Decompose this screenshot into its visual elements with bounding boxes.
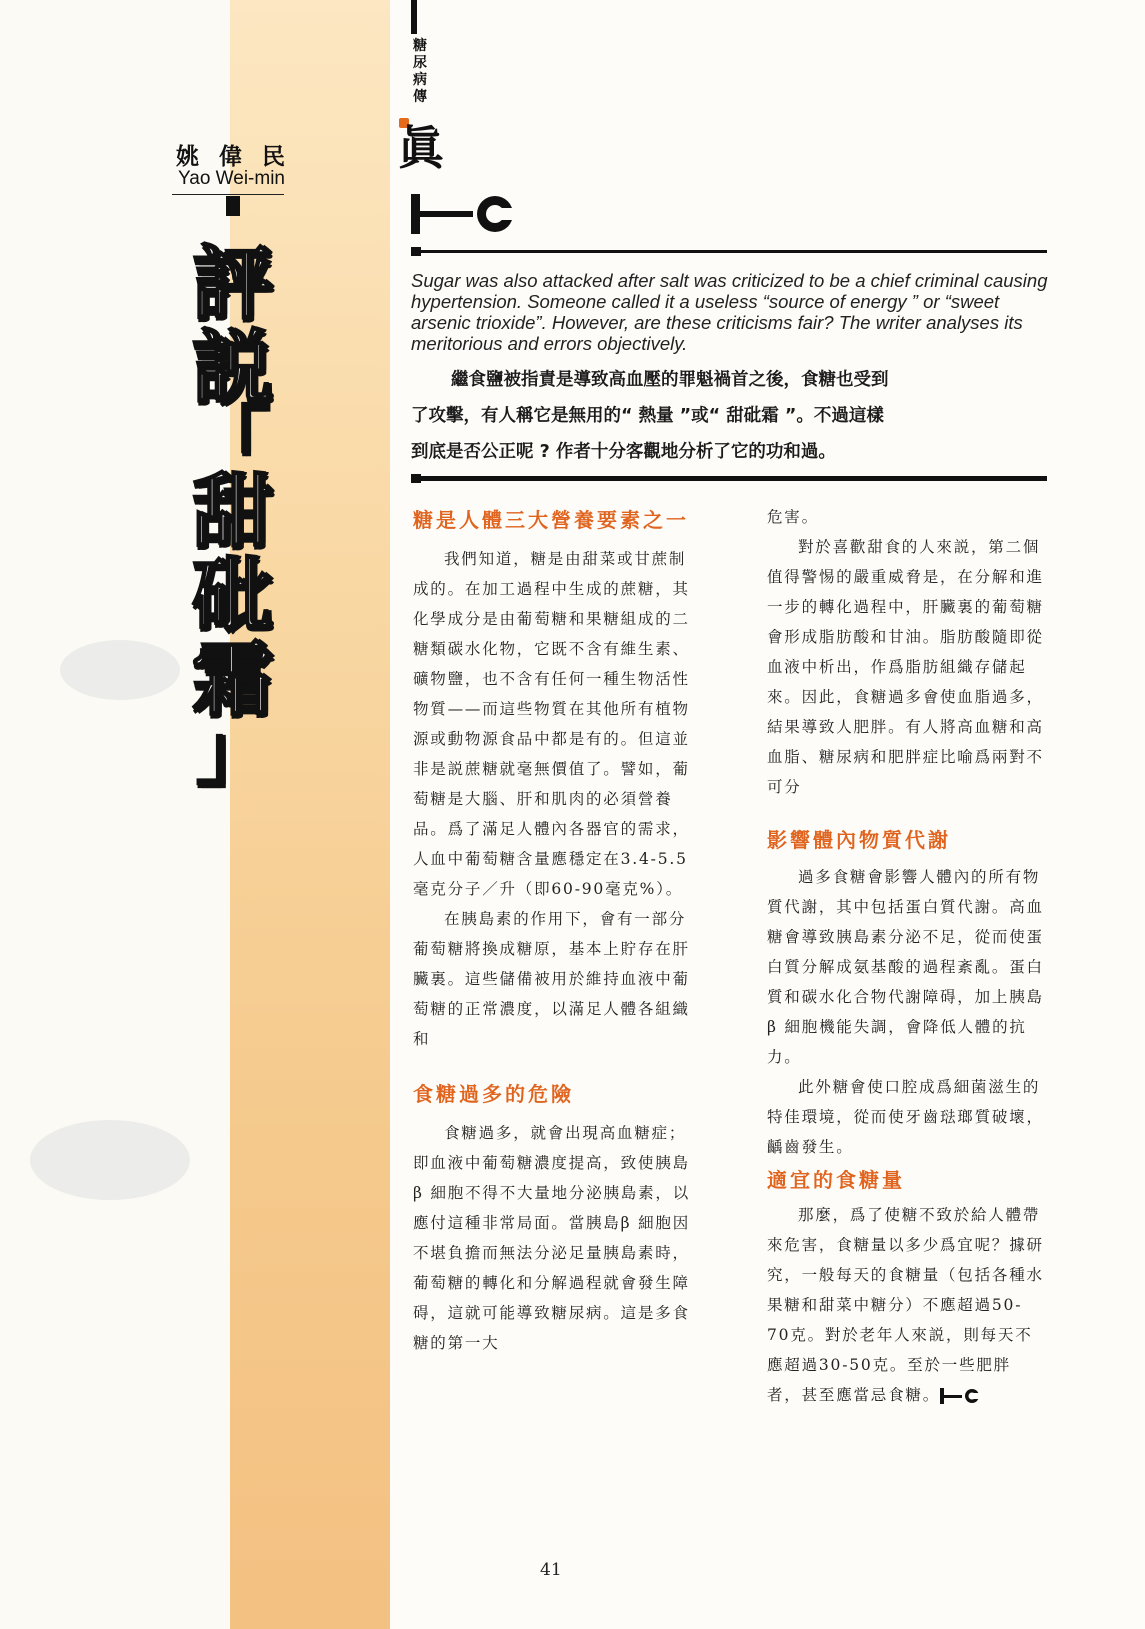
paragraph: 我們知道，糖是由甜菜或甘蔗制成的。在加工過程中生成的蔗糖，其化學成分是由葡萄糖和果糖組成的二糖類碳水化物，它既不含有維生素、礦物鹽，也不含有任何一種生物活性物質——而這些物質在其他所有植物源或動物源食品中都是有的。但這並非是説蔗糖就毫無價值了。譬如，葡萄糖是大腦、肝和肌肉的必須營養品。爲了滿足人體內各器官的需求，人血中葡萄糖含量應穩定在3.4-5.5毫克分子／升（即60-90毫克%）。 xyxy=(413,550,690,898)
top-rule xyxy=(411,250,1047,253)
author-name-en: Yao Wei-min xyxy=(178,168,285,189)
title-char: 甜 xyxy=(192,465,272,558)
paragraph: 那麼，爲了使糖不致於給人體帶來危害，食糖量以多少爲宜呢？據研究，一般每天的食糖量（包括各種水果糖和甜菜中糖分）不應超過50-70克。對於老年人來説，則每天不應超過30-50克。至於一些肥胖者，甚至應當忌食糖。 xyxy=(767,1206,1044,1404)
author-divider xyxy=(172,194,284,195)
article-title xyxy=(184,237,280,794)
section-heading: 食糖過多的危險 xyxy=(413,1082,574,1106)
column-bar xyxy=(411,0,417,34)
body-column-1 xyxy=(413,504,691,1358)
body-column-2 xyxy=(767,502,1045,1410)
title-char: 評 xyxy=(192,237,272,330)
author-name-zh: 姚偉民 xyxy=(176,144,305,170)
abstract-chinese: 繼食鹽被指責是導致高血壓的罪魁禍首之後，食糖也受到 了攻擊，有人稱它是無用的“ 熱量 ”或“ 甜砒霜 ”。不過這樣 到底是否公正呢 ? 作者十分客觀地分析了它的功和過。 xyxy=(411,370,889,462)
title-char: 砒 xyxy=(192,549,272,642)
end-mark-icon xyxy=(940,1388,982,1404)
author-marker xyxy=(226,196,240,216)
paragraph: 在胰島素的作用下，會有一部分葡萄糖將換成糖原，基本上貯存在肝臟裏。這些儲備被用於維持血液中葡萄糖的正常濃度，以滿足人體各組織和 xyxy=(413,910,690,1048)
paragraph: 食糖過多，就會出現高血糖症；即血液中葡萄糖濃度提高，致使胰島β 細胞不得不大量地分泌胰島素，以應付這種非常局面。當胰島β 細胞因不堪負擔而無法分泌足量胰島素時，葡萄糖的轉化和分解過程就會發生障碍，這就可能導致糖尿病。這是多食糖的第一大 xyxy=(413,1124,690,1352)
abstract-bottom-rule xyxy=(411,476,1047,481)
hc-logo-icon xyxy=(411,194,529,234)
section-heading: 糖是人體三大營養要素之一 xyxy=(413,508,689,532)
paragraph: 此外糖會使口腔成爲細菌滋生的特佳環境，從而使牙齒琺瑯質破壞，齲齒發生。 xyxy=(767,1078,1044,1156)
abstract-english: Sugar was also attacked after salt was criticized to be a chief criminal causing hypertension. Someone called it a useless “source of energy ” or “sweet arsenic trioxide”. However, are these criticisms fair? The writer analyses its meritorious and errors objectively. xyxy=(411,270,1048,354)
paragraph: 危害。 xyxy=(767,508,819,526)
paragraph: 對於喜歡甜食的人來説，第二個值得警惕的嚴重威脅是，在分解和進一步的轉化過程中，肝臟裏的葡萄糖會形成脂肪酸和甘油。脂肪酸隨即從血液中析出，作爲脂肪組織存儲起來。因此，食糖過多會使血脂過多，結果導致人肥胖。有人將高血糖和高血脂、糖尿病和肥胖症比喻爲兩對不可分 xyxy=(767,538,1044,796)
bleed-through-spot xyxy=(60,640,180,700)
column-tag: 糖 尿 病 傳 xyxy=(413,38,427,105)
section-heading: 適宜的食糖量 xyxy=(767,1168,905,1192)
title-char: 説 xyxy=(192,321,272,414)
column-char: 眞 xyxy=(398,121,444,175)
title-char: 霜 xyxy=(192,633,272,726)
section-heading: 影響體內物質代謝 xyxy=(767,828,951,852)
title-close-bracket: 」 xyxy=(195,710,268,794)
page-number: 41 xyxy=(540,1560,562,1580)
bleed-through-spot xyxy=(30,1120,190,1200)
paragraph: 過多食糖會影響人體內的所有物質代謝，其中包括蛋白質代謝。高血糖會導致胰島素分泌不足，從而使蛋白質分解成氨基酸的過程紊亂。蛋白質和碳水化合物代謝障碍，加上胰島β 細胞機能失調，會降低人體的抗力。 xyxy=(767,868,1044,1066)
title-open-bracket: 「 xyxy=(195,398,268,482)
